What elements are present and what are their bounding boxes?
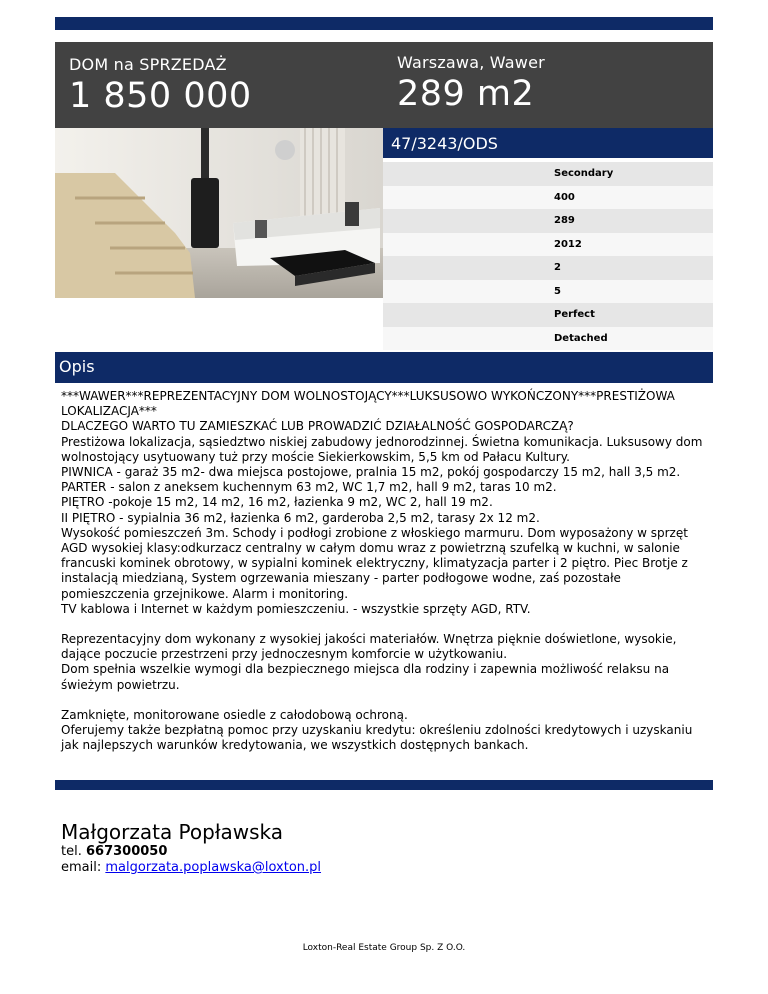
living-room-photo-icon	[55, 128, 383, 298]
footer-company: Loxton-Real Estate Group Sp. Z O.O.	[302, 943, 466, 953]
header-right	[397, 54, 545, 114]
agent-contact	[61, 820, 321, 876]
param-building-type: Detached	[383, 327, 713, 351]
header-left	[69, 56, 252, 116]
description-paragraph: Reprezentacyjny dom wykonany z wysokiej jakości materiałów. Wnętrza pięknie doświetlone, wysokie, dające poczucie przestrzeni przy jednoczesnym komforcie w użytkowaniu. Dom spełnia wszelkie wymogi dla bezpiecznego miejsca dla rodziny i zapewnia możliwość relaksu na świeżym powietrzu.	[61, 632, 677, 692]
listing-type: DOM na SPRZEDAŻ	[69, 55, 227, 74]
description-paragraph: Zamknięte, monitorowane osiedle z całodobową ochroną. Oferujemy także bezpłatną pomoc przy uzyskaniu kredytu: określeniu zdolności kredytowych i uzyskaniu jak najlepszych warunków kredytowania, we wszystkich dostępnych bankach.	[61, 707, 693, 753]
phone-label: tel.	[61, 844, 82, 859]
agent-email-link[interactable]: malgorzata.poplawska@loxton.pl	[105, 860, 322, 875]
param-plot-area: 400	[383, 186, 713, 210]
agent-phone-line	[61, 844, 321, 860]
listing-area: 289 m2	[397, 74, 535, 114]
param-condition: Perfect	[383, 303, 713, 327]
agent-email-line	[61, 860, 321, 876]
property-params	[383, 162, 713, 350]
param-market: Secondary	[383, 162, 713, 186]
property-photo	[55, 128, 383, 298]
description-body	[61, 389, 711, 768]
param-living-area: 289	[383, 209, 713, 233]
description-paragraph: ***WAWER***REPREZENTACYJNY DOM WOLNOSTOJĄCY***LUKSUSOWO WYKOŃCZONY***PRESTIŻOWA LOKALIZACJA*** DLACZEGO WARTO TU ZAMIESZKAĆ LUB PROWADZIĆ DZIAŁALNOŚĆ GOSPODARCZĄ? Prestiżowa lokalizacja, sąsiedztwo niskiej zabudowy jednorodzinnej. Świetna komunikacja. Luksusowy dom wolnostojący usytuowany tuż przy moście Siekierkowskim, 5,5 km od Pałacu Kultury. PIWNICA - garaż 35 m2- dwa miejsca postojowe, pralnia 15 m2, pokój gospodarczy 15 m2, hall 3,5 m2. PARTER - salon z aneksem kuchennym 63 m2, WC 1,7 m2, hall 9 m2, taras 10 m2. PIĘTRO -pokoje 15 m2, 14 m2, 16 m2, łazienka 9 m2, WC 2, hall 19 m2. II PIĘTRO - sypialnia 36 m2, łazienka 6 m2, garderoba 2,5 m2, tarasy 2x 12 m2. Wysokość pomieszczeń 3m. Schody i podłogi zrobione z włoskiego marmuru. Dom wyposażony w sprzęt AGD wysokiej klasy:odkurzacz centralny w całym domu wraz z powietrzną szufelką w kuchni, w salonie francuski kominek obrotowy, w sypialni kominek elektryczny, klimatyzacja parter i 2 piętro. Piec Brotje z instalacją miedzianą, System ogrzewania mieszany - parter podłogowe wodne, zaś pozostałe pomieszczenia grzejnikowe. Alarm i monitoring. TV kablowa i Internet w każdym pomieszczeniu. - wszystkie sprzęty AGD, RTV.	[61, 389, 703, 616]
agent-name: Małgorzata Popławska	[61, 820, 284, 844]
top-decorative-bar	[55, 17, 713, 30]
email-label: email:	[61, 860, 102, 875]
agent-phone: 667300050	[85, 844, 168, 859]
listing-price: 1 850 000	[69, 76, 252, 116]
bottom-decorative-bar	[55, 780, 713, 790]
listing-header	[55, 42, 713, 128]
reference-bar	[383, 128, 713, 158]
param-floors: 2	[383, 256, 713, 280]
param-rooms: 5	[383, 280, 713, 304]
description-title: Opis	[59, 357, 95, 376]
reference-number: 47/3243/ODS	[391, 134, 498, 153]
description-header	[55, 352, 713, 383]
listing-location: Warszawa, Wawer	[397, 53, 545, 72]
param-year-built: 2012	[383, 233, 713, 257]
